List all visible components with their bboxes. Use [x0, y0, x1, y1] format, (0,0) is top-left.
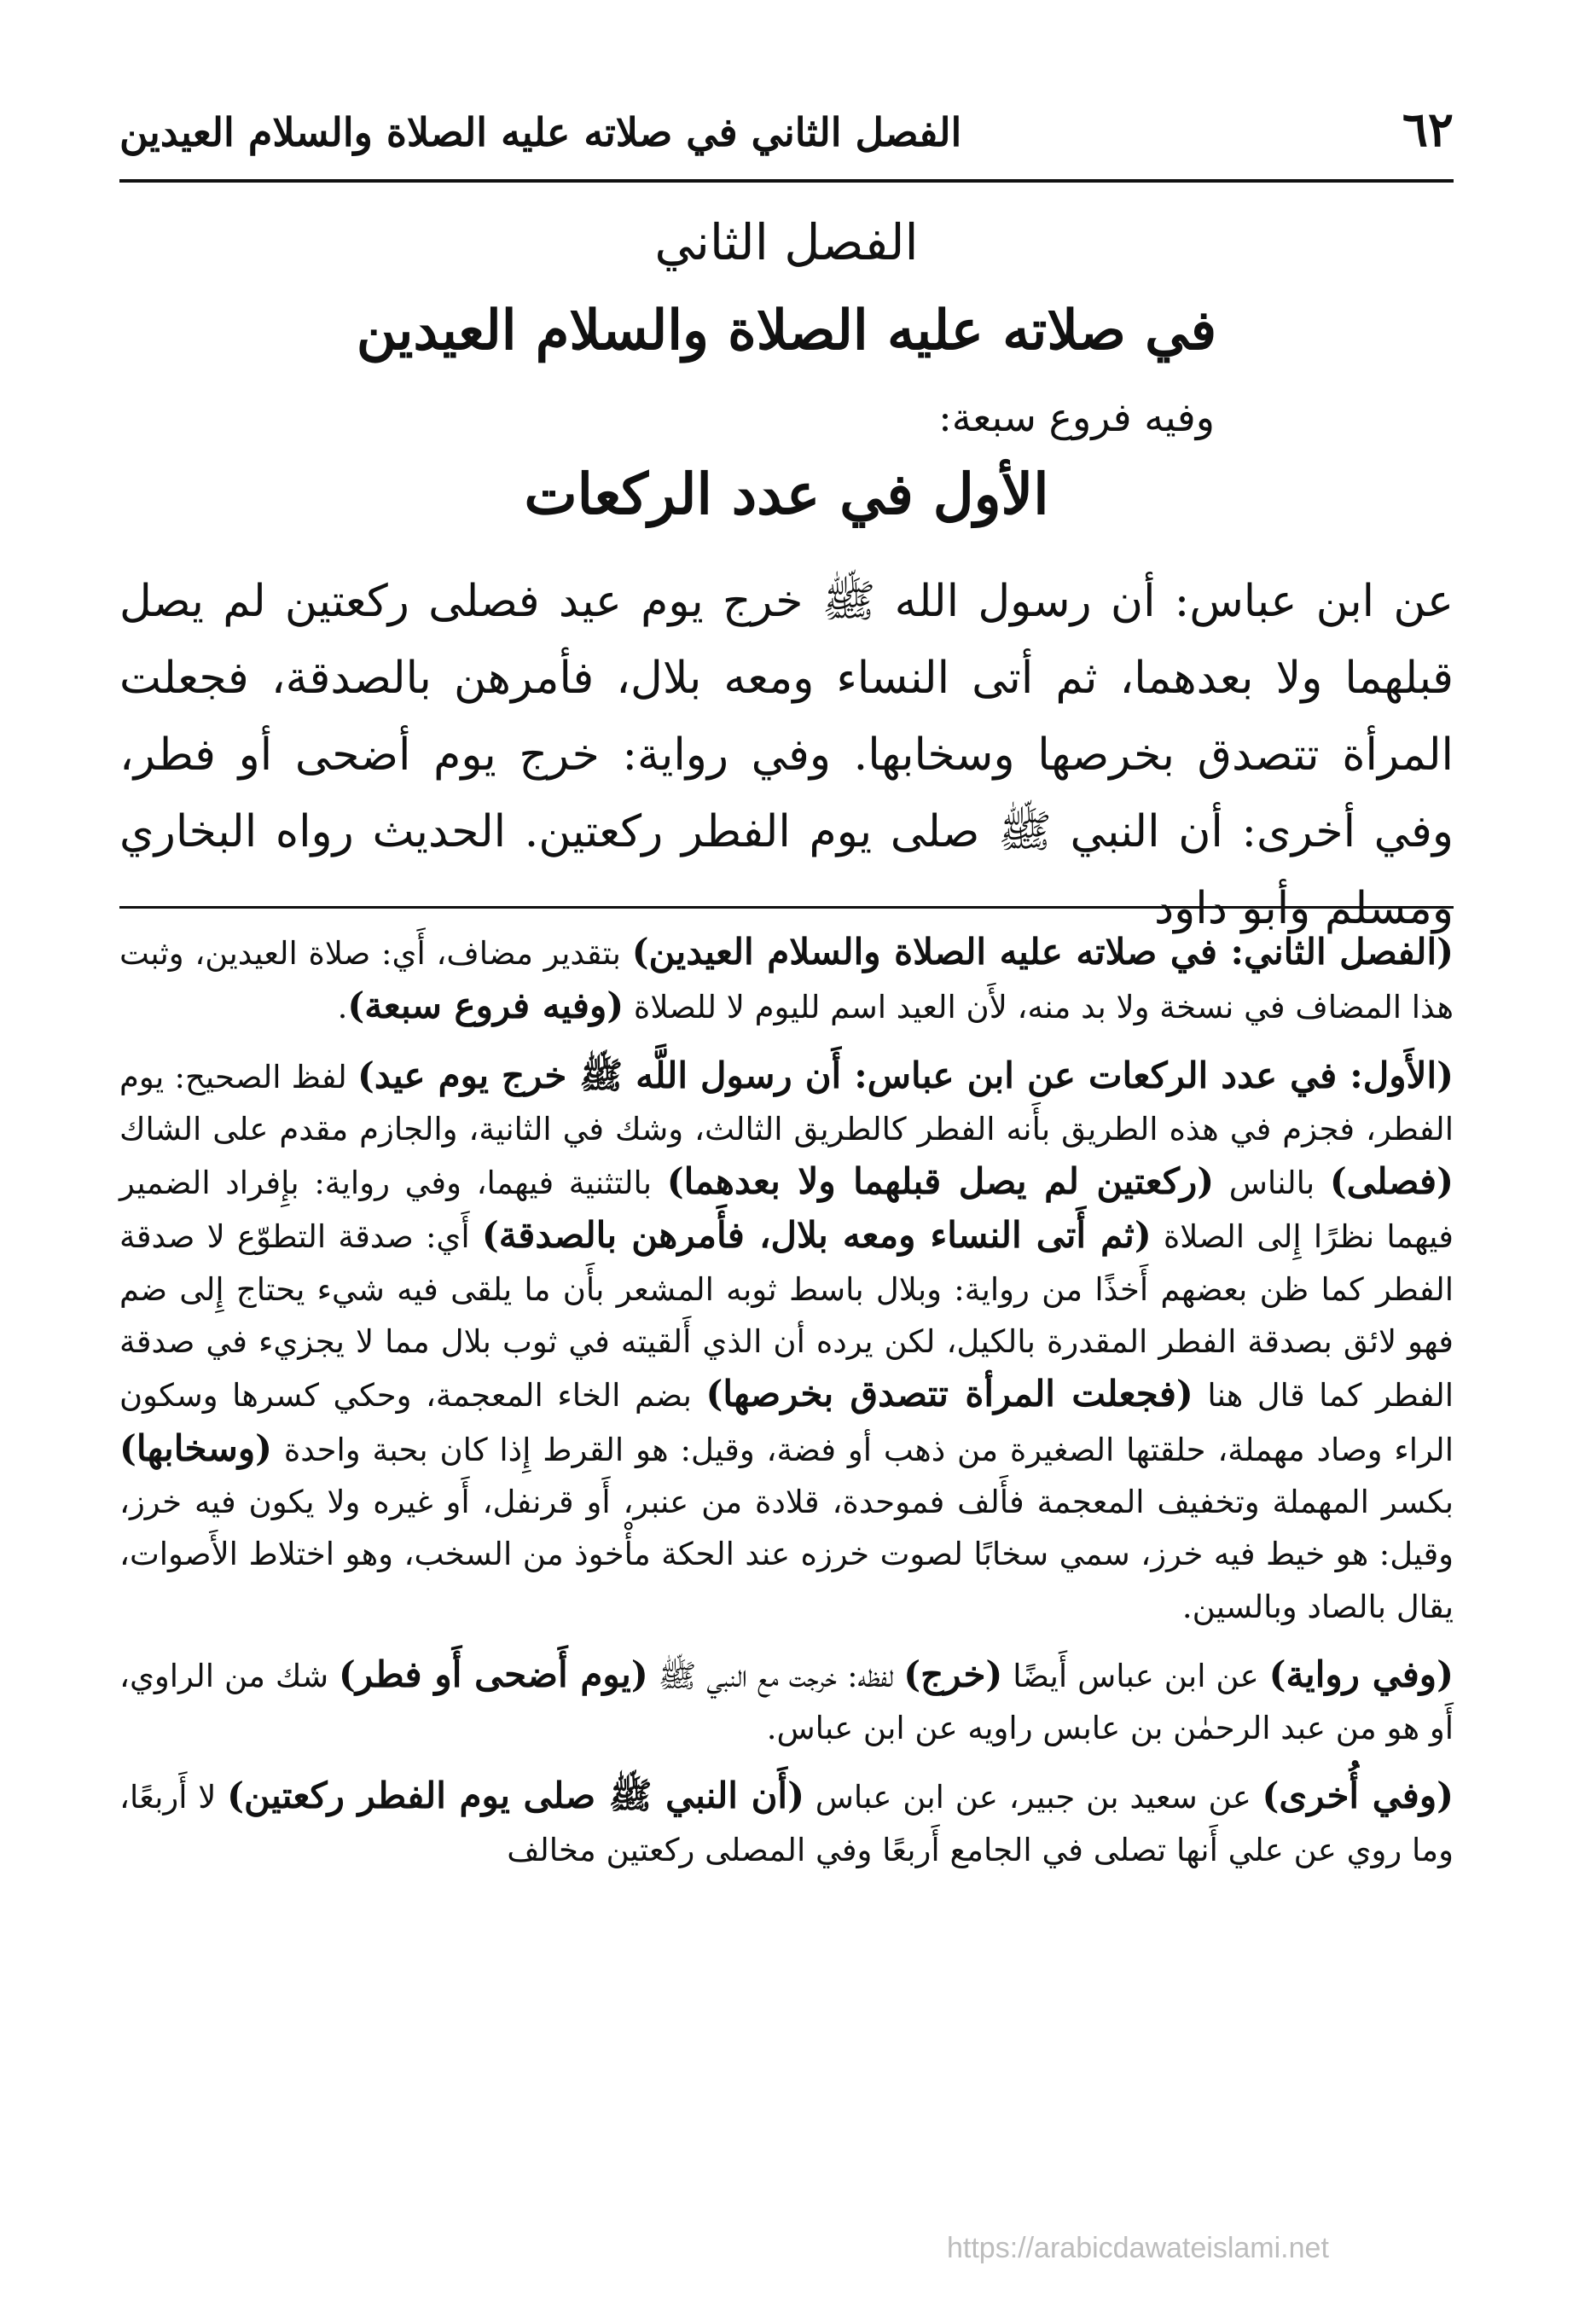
running-header-title: الفصل الثاني في صلاته عليه الصلاة والسلام العيدين [119, 109, 962, 155]
chapter-title: في صلاته عليه الصلاة والسلام العيدين [356, 299, 1217, 363]
commentary-text: بالناس [1214, 1165, 1330, 1202]
commentary-text: لفظه: خرجت مع النبي ﷺ [647, 1657, 904, 1694]
commentary-paragraph [119, 926, 1454, 1034]
bold-lemma: (وفي رواية) [1268, 1653, 1454, 1695]
commentary-text: أَي: صدقة التطوّع لا صدقة الفطر كما ظن بعضهم أَخذًا من رواية: وبلال باسط ثوبه المشعر بأَن ما يلقى فيه شيء يحتاج إِلى ضم فهو لائق بصدقة الفطر المقدرة بالكيل، لكن يرده أن الذي أَلقيته في ثوب بلال مما لا يجزيء في صدقة الفطر كما قال هنا [119, 1218, 1454, 1415]
bold-lemma: (الفصل الثاني: في صلاته عليه الصلاة والسلام العيدين) [631, 931, 1454, 973]
commentary-text: بكسر المهملة وتخفيف المعجمة فأَلف فموحدة، قلادة من عنبر، أَو قرنفل، أَو غيره ولا يكون فيه خرز، وقيل: هو خيط فيه خرز، سمي سخابًا لصوت خرزه عند الحكة مأْخوذ من السخب، وهو اختلاط الأَصوات، يقال بالصاد وبالسين. [119, 1483, 1454, 1625]
footnote-separator [119, 906, 1454, 909]
commentary [119, 926, 1454, 1891]
bold-lemma: (فصلى) [1329, 1160, 1454, 1203]
commentary-text: لا أَربعًا، وما روي عن علي أَنها تصلى في الجامع أَربعًا وفي المصلى ركعتين مخالف [119, 1779, 1454, 1868]
bold-lemma: (خرج) [903, 1653, 1003, 1695]
section-title: الأول في عدد الركعات [524, 461, 1049, 527]
commentary-paragraph [119, 1769, 1454, 1876]
commentary-text: لفظ الصحيح: يوم الفطر، فجزم في هذه الطريق بأَنه الفطر كالطريق الثالث، وشك في الثانية، والجازم مقدم على الشاك [119, 1058, 1454, 1147]
bold-lemma: (فجعلت المرأة تتصدق بخرصها) [705, 1373, 1193, 1415]
watermark: https://arabicdawateislami.net [947, 2232, 1329, 2264]
commentary-text: بالتثنية فيهما، وفي رواية: بإِفراد الضمير فيهما نظرًا إِلى الصلاة [119, 1165, 1454, 1256]
commentary-text: بضم الخاء المعجمة، وحكي كسرها وسكون الراء وصاد مهملة، حلقتها الصغيرة من ذهب أو فضة، وقيل: هو القرط إِذا كان بحبة واحدة [119, 1377, 1454, 1468]
page-number: ٦٢ [1402, 102, 1454, 158]
bold-lemma: (ثم أَتى النساء ومعه بلال، فأَمرهن بالصدقة) [481, 1214, 1152, 1257]
bold-lemma: (أَن النبي ﷺ صلى يوم الفطر ركعتين) [227, 1775, 804, 1817]
commentary-text: بتقدير مضاف، أَي: صلاة العيدين، وثبت هذا المضاف في نسخة ولا بد منه، لأَن العيد اسم لليوم لا للصلاة [119, 935, 1454, 1026]
header-rule [119, 179, 1454, 183]
bold-lemma: (وفيه فروع سبعة) [347, 985, 624, 1027]
bold-lemma: (وسخابها) [119, 1426, 272, 1469]
branches-note: وفيه فروع سبعة: [938, 394, 1215, 440]
commentary-text: . [337, 989, 348, 1026]
commentary-text: عن سعيد بن جبير، عن ابن عباس [804, 1779, 1262, 1816]
commentary-paragraph [119, 1049, 1454, 1633]
commentary-paragraph [119, 1648, 1454, 1755]
chapter-label: الفصل الثاني [654, 213, 919, 271]
running-header [119, 101, 1454, 179]
commentary-text: عن ابن عباس أَيضًا [1002, 1657, 1269, 1694]
bold-lemma: (ركعتين لم يصل قبلهما ولا بعدهما) [666, 1160, 1215, 1203]
commentary-text: شك من الراوي، أَو هو من عبد الرحمٰن بن عابس راويه عن ابن عباس. [119, 1657, 1454, 1747]
bold-lemma: (الأَول: في عدد الركعات عن ابن عباس: أَن رسول اللَّه ﷺ خرج يوم عيد) [357, 1054, 1454, 1096]
bold-lemma: (يوم أَضحى أَو فطر) [339, 1653, 648, 1695]
main-text: عن ابن عباس: أن رسول الله ﷺ خرج يوم عيد فصلى ركعتين لم يصل قبلهما ولا بعدهما، ثم أتى النساء ومعه بلال، فأمرهن بالصدقة، فجعلت المرأة تتصدق بخرصها وسخابها. وفي رواية: خرج يوم أضحى أو فطر، وفي أخرى: أن النبي ﷺ صلى يوم الفطر ركعتين. الحديث رواه البخاري ومسلم وأبو داود [119, 576, 1454, 934]
bold-lemma: (وفي أُخرى) [1262, 1775, 1454, 1817]
